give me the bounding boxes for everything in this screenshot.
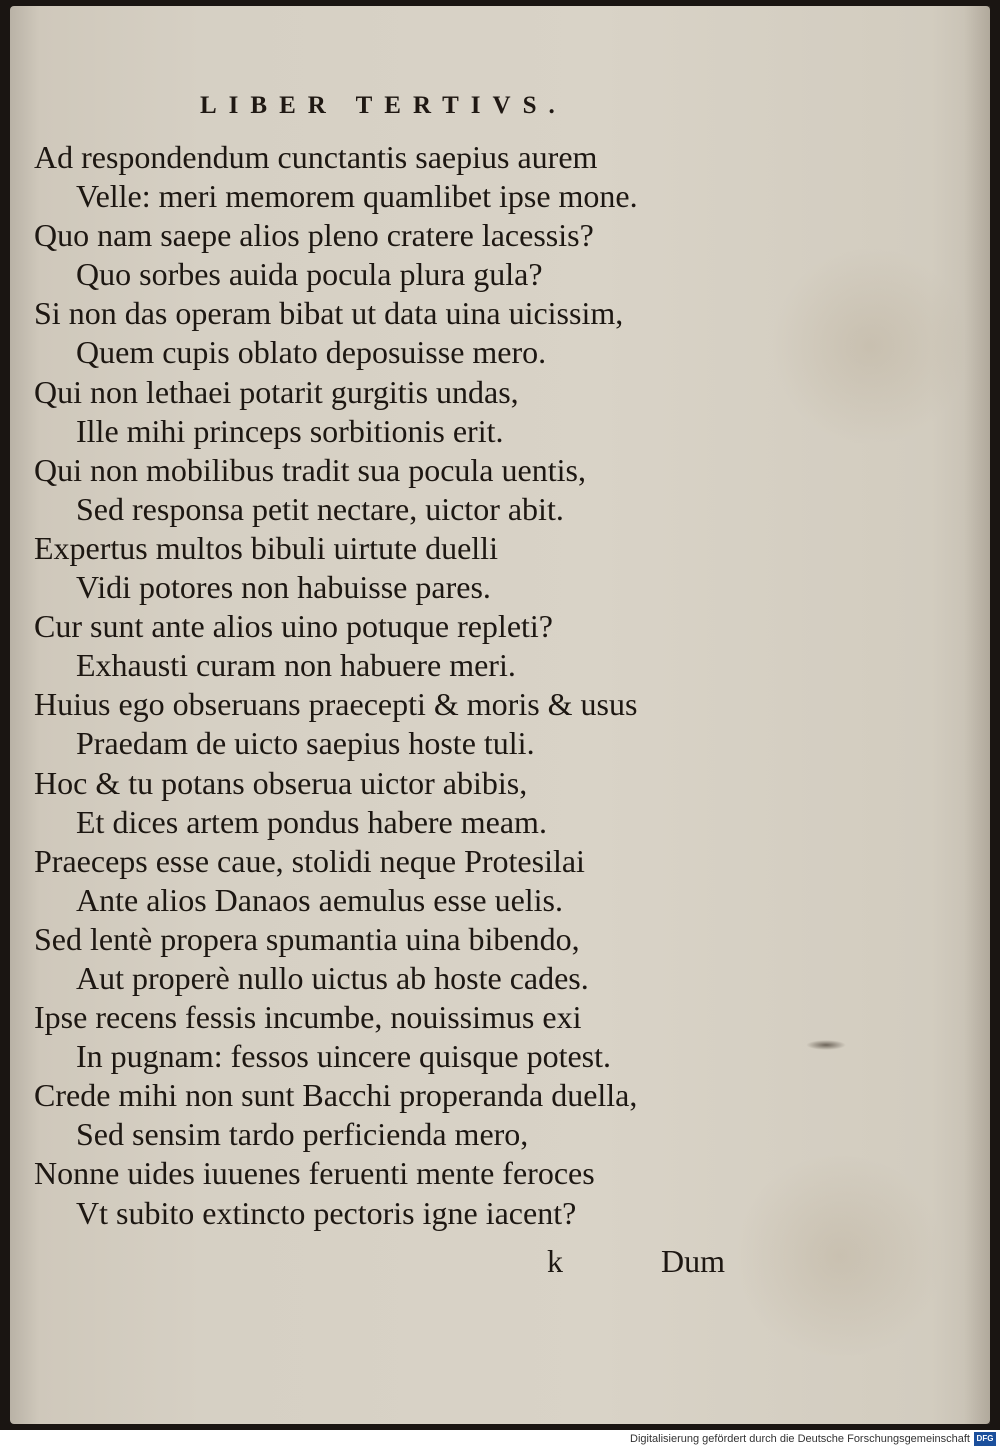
verse-line: Nonne uides iuuenes feruenti mente feroces	[34, 1155, 595, 1192]
verse-line: Praeceps esse caue, stolidi neque Protesilai	[34, 842, 585, 879]
verse-line: Expertus multos bibuli uirtute duelli	[34, 529, 498, 566]
ink-smudge	[806, 1040, 846, 1050]
dfg-logo: DFG	[974, 1432, 996, 1446]
signature-mark: k	[547, 1243, 563, 1279]
catchword: Dum	[661, 1243, 725, 1279]
verse-line: Huius ego obseruans praecepti & moris & usus	[34, 686, 638, 723]
verse-line: Ipse recens fessis incumbe, nouissimus exi	[34, 999, 582, 1036]
verse-line: In pugnam: fessos uincere quisque potest.	[76, 1038, 611, 1075]
verse-line: Ille mihi princeps sorbitionis erit.	[76, 412, 504, 449]
foxing-stain	[770, 246, 970, 446]
verse-line: Ad respondendum cunctantis saepius aurem	[34, 139, 598, 175]
verse-line: Hoc & tu potans obserua uictor abibis,	[34, 764, 528, 801]
verse-line: Velle: meri memorem quamlibet ipse mone.	[76, 178, 638, 215]
verse-line: Si non das operam bibat ut data uina uicissim,	[34, 295, 624, 332]
verse-line: Qui non mobilibus tradit sua pocula uentis,	[34, 451, 586, 488]
verse-line: Ante alios Danaos aemulus esse uelis.	[76, 881, 563, 918]
verse-line: Aut properè nullo uictus ab hoste cades.	[76, 959, 589, 996]
digitization-footer	[0, 1430, 1000, 1450]
verse-line: Quem cupis oblato deposuisse mero.	[76, 334, 547, 371]
verse-line: Vidi potores non habuisse pares.	[76, 569, 491, 606]
verse-line: Et dices artem pondus habere meam.	[76, 803, 547, 840]
verse-line: Qui non lethaei potarit gurgitis undas,	[34, 373, 519, 410]
verse-line: Sed lentè propera spumantia uina bibendo,	[34, 920, 580, 957]
verse-line: Exhausti curam non habuere meri.	[76, 647, 516, 684]
verse-block	[34, 138, 754, 1233]
running-head: LIBER TERTIVS.	[200, 92, 567, 119]
verse-line: Crede mihi non sunt Bacchi properanda duella,	[34, 1077, 638, 1114]
verse-line: Vt subito extincto pectoris igne iacent?	[76, 1194, 577, 1231]
funding-credit: Digitalisierung gefördert durch die Deutsche Forschungsgemeinschaft	[630, 1433, 970, 1445]
verse-line: Sed sensim tardo perficienda mero,	[76, 1116, 529, 1153]
verse-line: Cur sunt ante alios uino potuque repleti?	[34, 608, 553, 645]
leaf-edge-shadow	[964, 6, 990, 1424]
verse-line: Sed responsa petit nectare, uictor abit.	[76, 490, 564, 527]
foxing-stain	[730, 1156, 950, 1356]
verse-line: Quo nam saepe alios pleno cratere lacessis?	[34, 217, 594, 254]
verse-line: Quo sorbes auida pocula plura gula?	[76, 256, 543, 293]
verse-line: Praedam de uicto saepius hoste tuli.	[76, 725, 535, 762]
